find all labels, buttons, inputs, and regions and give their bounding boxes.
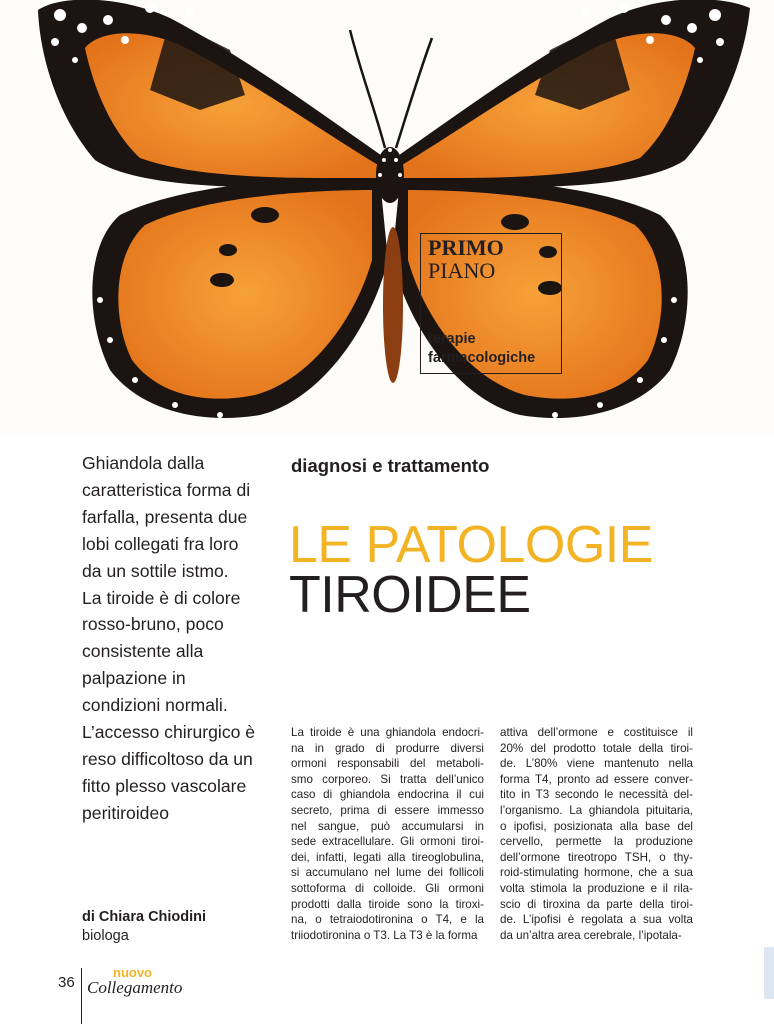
body-line: l’organismo. La ghiandola pituitaria, (500, 803, 693, 817)
article-kicker: diagnosi e trattamento (291, 455, 490, 476)
body-line: prodotti dalla tiroide sono la tiroxi- (291, 897, 484, 911)
intro-line: caratteristica forma di (82, 479, 251, 500)
body-line: smo corporeo. Si tratta dell’unico (291, 772, 484, 786)
intro-line: peritiroideo (82, 802, 170, 823)
body-line: na, o tetraiodotironina o T4, e la (291, 913, 484, 927)
body-line: forma T4, pronto ad essere conver- (500, 772, 693, 786)
intro-line: fitto plesso vascolare (82, 775, 247, 796)
edge-color-tab (764, 947, 774, 999)
body-line: dei, infatti, legati alla tireoglobulina, (291, 850, 484, 864)
body-line: si accumulano nel lume dei follicoli (291, 866, 484, 880)
body-line: nel sangue, può accumularsi in (291, 819, 484, 833)
article-title-line1: LE PATOLOGIE (289, 516, 653, 574)
body-line: attiva dell’ormone e costituisce il (500, 726, 693, 739)
intro-sidebar (82, 450, 282, 827)
section-subtitle (428, 330, 535, 368)
body-line: de. L’80% viene mantenuto nella (500, 757, 693, 771)
logo-word-nuovo: nuovo (113, 965, 152, 980)
section-title (428, 236, 504, 282)
intro-line: consistente alla (82, 641, 204, 662)
intro-line: rosso-bruno, poco (82, 614, 224, 635)
body-line: da un’altra area cerebrale, l’ipotala- (500, 928, 682, 942)
section-title-line2: PIANO (428, 258, 496, 283)
hero-image (0, 0, 774, 433)
logo-word-collegamento: Collegamento (87, 978, 183, 997)
body-line: dell’ormone tireotropo TSH, o thy- (500, 850, 693, 864)
body-line: cervello, permette la produzione (500, 835, 693, 849)
intro-line: farfalla, presenta due (82, 506, 248, 527)
intro-line: reso difficoltoso da un (82, 748, 253, 769)
author-role: biologa (82, 928, 129, 944)
section-subtitle-line1: terapie (428, 331, 476, 347)
intro-line: palpazione in (82, 668, 186, 689)
body-line: ormoni responsabili del metaboli- (291, 757, 484, 771)
intro-line: La tiroide è di colore (82, 587, 241, 608)
section-label-box (420, 233, 562, 374)
body-line: sede extracellulare. Gli ormoni tiroi- (291, 835, 484, 849)
body-line: 20% del prodotto totale della tiroi- (500, 741, 693, 755)
body-line: na in grado di produrre diversi (291, 741, 484, 755)
author-byline (82, 908, 206, 946)
magazine-logo (87, 966, 182, 996)
butterfly-illustration (0, 0, 774, 433)
intro-line: da un sottile istmo. (82, 560, 229, 581)
section-subtitle-line2: farmacologiche (428, 350, 536, 366)
body-line: roid-stimulating hormone, che a sua (500, 866, 693, 880)
footer-divider (81, 968, 82, 1024)
body-line: volta stimola la produzione e il rila- (500, 881, 693, 895)
body-line: tito in T3 secondo le necessità del- (500, 788, 693, 802)
page-number: 36 (58, 974, 75, 991)
intro-line: Ghiandola dalla (82, 453, 205, 473)
body-column-left (291, 725, 484, 943)
body-line: o ipofisi, posizionata alla base del (500, 819, 693, 833)
intro-line: condizioni normali. (82, 695, 228, 716)
body-line: secreto, prima di essere immesso (291, 803, 484, 817)
body-line: caso di ghiandola endocrina il cui (291, 788, 484, 802)
body-line: La tiroide è una ghiandola endocri- (291, 726, 484, 739)
body-column-right (500, 725, 693, 943)
body-line: scio di tiroxina da parte della tiroi- (500, 897, 693, 911)
body-line: de. L’ipofisi è regolata a sua volta (500, 913, 693, 927)
body-line: triiodotironina o T3. La T3 è la forma (291, 928, 478, 942)
section-title-line1: PRIMO (428, 235, 504, 260)
intro-line: L’accesso chirurgico è (82, 722, 256, 743)
author-name: di Chiara Chiodini (82, 909, 207, 925)
article-title-line2: TIROIDEE (289, 566, 531, 624)
body-line: sottoforma di colloide. Gli ormoni (291, 881, 484, 895)
intro-line: lobi collegati fra loro (82, 533, 239, 554)
